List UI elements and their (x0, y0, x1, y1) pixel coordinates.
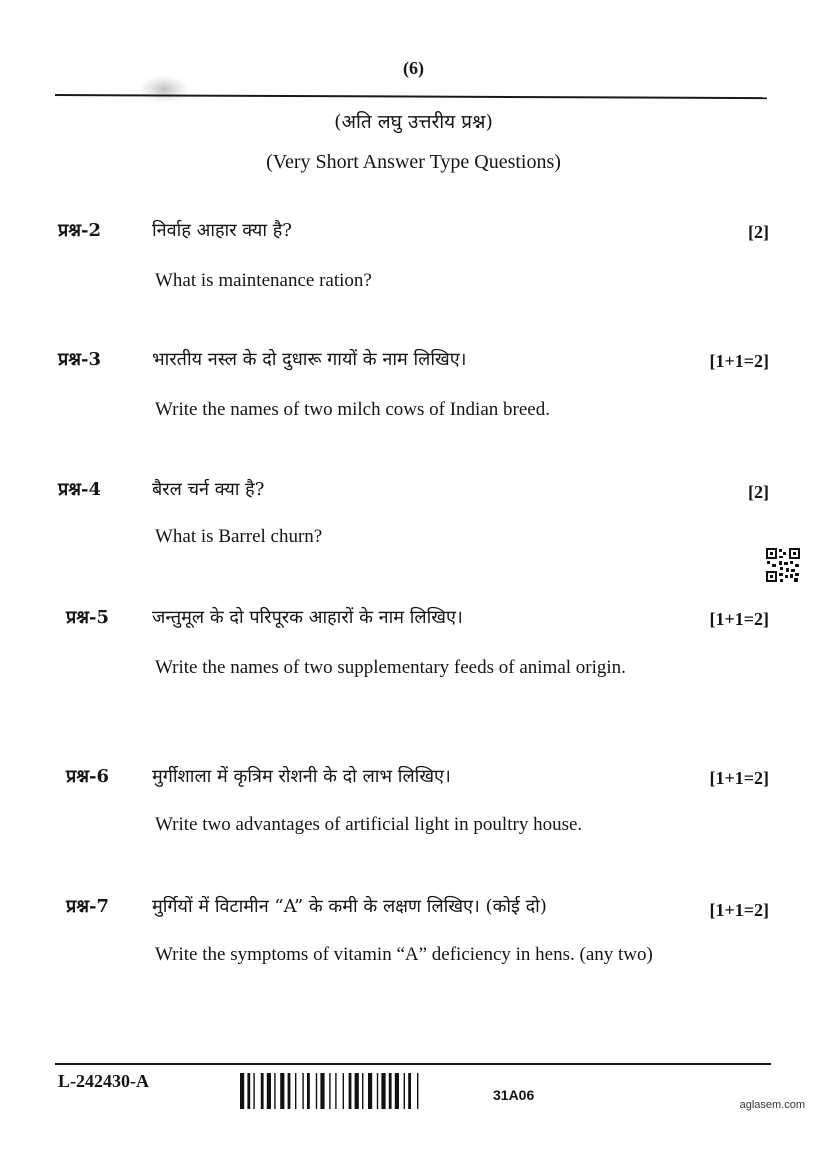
question-marks: [2] (748, 482, 769, 502)
bottom-rule (55, 1063, 771, 1065)
barcode-bar (355, 1073, 359, 1109)
barcode-bar (320, 1073, 324, 1109)
question-text-hindi: बैरल चर्न क्या है? (152, 479, 265, 500)
question-marks: [1+1=2] (709, 900, 769, 920)
barcode-bar (417, 1073, 418, 1109)
barcode-bar (362, 1073, 363, 1109)
question-label: प्रश्न-7 (66, 896, 109, 917)
paper-code: L-242430-A (58, 1071, 149, 1091)
question-text-english: Write the symptoms of vitamin “A” deficiency in hens. (any two) (155, 944, 653, 965)
question-text-hindi: मुर्गियों में विटामीन “A” के कमी के लक्षण लिखिए। (कोई दो) (152, 896, 547, 917)
question-text-english: Write the names of two milch cows of Indian breed. (155, 399, 550, 420)
question-text-hindi: निर्वाह आहार क्या है? (152, 220, 292, 241)
barcode-bar (288, 1073, 291, 1109)
barcode-bar (253, 1073, 254, 1109)
question-marks: [1+1=2] (709, 351, 769, 371)
page-number: (6) (403, 58, 424, 78)
question-marks: [1+1=2] (709, 609, 769, 629)
barcode-bar (381, 1073, 385, 1109)
question-text-hindi: भारतीय नस्ल के दो दुधारू गायों के नाम लिखिए। (152, 349, 467, 370)
barcode-bar (240, 1073, 244, 1109)
question-text-english: What is Barrel churn? (155, 526, 323, 547)
question-text-hindi: मुर्गीशाला में कृत्रिम रोशनी के दो लाभ लिखिए। (152, 766, 451, 787)
question-label: प्रश्न-5 (66, 607, 109, 628)
barcode-bar (408, 1073, 411, 1109)
barcode-bar (335, 1073, 336, 1109)
barcode-bar (329, 1073, 330, 1109)
barcode-bar (389, 1073, 392, 1109)
barcode-bar (349, 1073, 352, 1109)
question-marks: [2] (748, 222, 769, 242)
section-title-english: (Very Short Answer Type Questions) (266, 151, 561, 173)
barcode-icon (240, 1073, 462, 1109)
barcode-bar (302, 1073, 303, 1109)
barcode-bar (247, 1073, 250, 1109)
qr-code-icon (765, 547, 801, 583)
barcode-bar (261, 1073, 264, 1109)
question-label: प्रश्न-4 (58, 479, 101, 500)
barcode-bar (274, 1073, 275, 1109)
barcode-bar (267, 1073, 271, 1109)
question-text-english: Write two advantages of artificial light in poultry house. (155, 814, 583, 835)
barcode-bar (395, 1073, 399, 1109)
barcode-bar (368, 1073, 372, 1109)
question-label: प्रश्न-3 (58, 349, 101, 370)
barcode-bar (295, 1073, 296, 1109)
question-label: प्रश्न-2 (58, 220, 101, 241)
question-text-hindi: जन्तुमूल के दो परिपूरक आहारों के नाम लिखिए। (152, 607, 463, 628)
barcode-bar (307, 1073, 310, 1109)
barcode-bar (404, 1073, 405, 1109)
question-marks: [1+1=2] (709, 768, 769, 788)
barcode-bar (280, 1073, 284, 1109)
series-code: 31A06 (493, 1087, 535, 1103)
question-text-english: What is maintenance ration? (155, 270, 372, 291)
barcode-bar (343, 1073, 344, 1109)
watermark: aglasem.com (739, 1099, 805, 1111)
section-title-hindi: (अति लघु उत्तरीय प्रश्न) (334, 111, 493, 133)
scan-smudge (140, 76, 188, 102)
barcode-bar (316, 1073, 317, 1109)
question-text-english: Write the names of two supplementary feeds of animal origin. (155, 657, 626, 678)
question-label: प्रश्न-6 (66, 766, 109, 787)
barcode-bar (377, 1073, 378, 1109)
